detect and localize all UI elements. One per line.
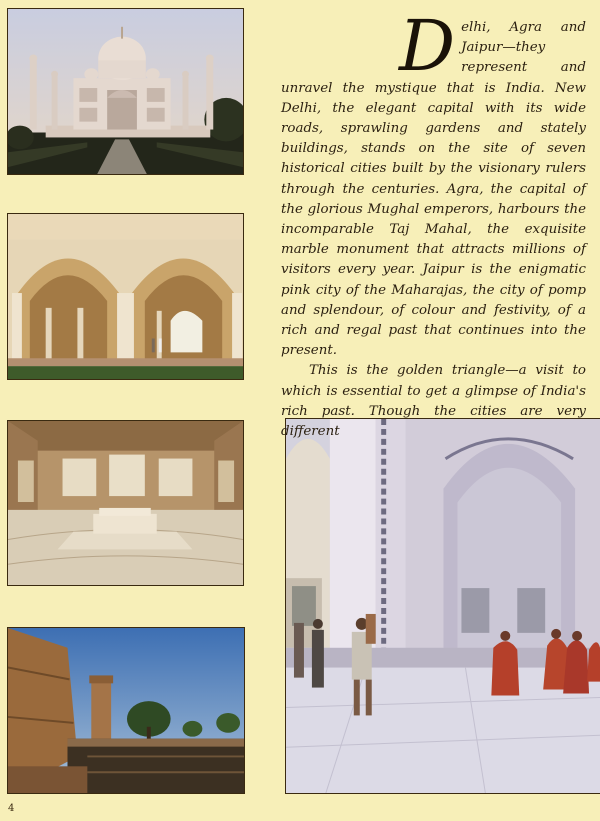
article-paragraph-2: This is the golden triangle—a visit to which is essential to get a glimpse of India's rich past. Though the cities are very different [281, 363, 586, 440]
tomb-interior-photo [7, 420, 244, 586]
page-number: 4 [8, 803, 15, 814]
arched-colonnade-photo [7, 213, 244, 380]
article-paragraph-1: elhi, Agra and Jaipur—they represent and unravel the mystique that is India. New Delhi, the elegant capital with its wide roads, sprawling gardens and stately buildings, stands on the site of seven historical cities built by the visionary rulers through the centuries. Agra, the capital of the glorious Mughal emperors, harbours the incomparable Taj Mahal, the exquisite marble monument that attracts millions of visitors every year. Jaipur is the enigmatic pink city of the Maharajas, the city of pomp and splendour, of colour and festivity, of a rich and regal past that continues into the present. [281, 20, 586, 359]
taj-gateway-monks-photo [285, 418, 600, 794]
dropcap-letter: D [399, 5, 456, 87]
article-text [281, 5, 586, 442]
fort-stepwell-photo [7, 627, 245, 794]
taj-mahal-photo [7, 8, 244, 175]
